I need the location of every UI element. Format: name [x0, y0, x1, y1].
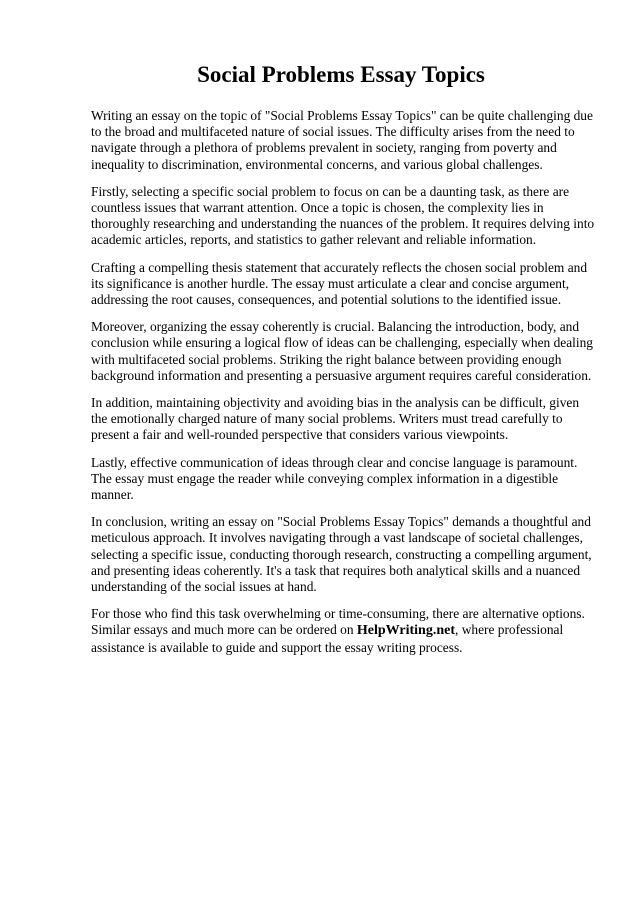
document-title: Social Problems Essay Topics	[197, 62, 485, 87]
paragraph-communication: Lastly, effective communication of ideas through clear and concise language is paramount. The essay must engage the reader while conveying complex information in a digestible manner.	[91, 454, 578, 503]
title-wrap	[91, 60, 591, 90]
paragraph-final	[91, 606, 596, 656]
paragraph-selecting-topic: Firstly, selecting a specific social problem to focus on can be a daunting task, as there are countless issues that warrant attention. Once a topic is chosen, the complexity lies in thoroughly researching and understanding the nuances of the problem. It requires delving into academic articles, reports, and statistics to gather relevant and reliable information.	[91, 183, 595, 248]
paragraph-intro: Writing an essay on the topic of "Social Problems Essay Topics" can be quite challenging due to the broad and multifaceted nature of social issues. The difficulty arises from the need to navigate through a plethora of problems prevalent in society, ranging from poverty and inequality to discrimination, environmental concerns, and various global challenges.	[91, 108, 593, 172]
paragraph-conclusion: In conclusion, writing an essay on "Social Problems Essay Topics" demands a thoughtful and meticulous approach. It involves navigating through a vast landscape of societal challenges, selecting a specific issue, conducting thorough research, constructing a compelling argument, and presenting ideas coherently. It's a task that requires both analytical skills and a nuanced understanding of the social issues at hand.	[91, 514, 592, 595]
paragraph-organizing: Moreover, organizing the essay coherently is crucial. Balancing the introduction, body, and conclusion while ensuring a logical flow of ideas can be challenging, especially when dealing with multifaceted social problems. Striking the right balance between providing enough background information and presenting a persuasive argument requires careful consideration.	[91, 319, 593, 383]
helpwriting-link[interactable]: HelpWriting.net	[356, 623, 456, 639]
paragraph-thesis: Crafting a compelling thesis statement that accurately reflects the chosen social problem and its significance is another hurdle. The essay must articulate a clear and concise argument, addressing the root causes, consequences, and potential solutions to the identified issue.	[91, 259, 588, 308]
final-text-before: For those who find this task overwhelming or time-consuming, there are alternative options. Similar essays and much more can be ordered on	[91, 606, 585, 638]
final-text-after: , where professional assistance is available to guide and support the essay writing process.	[91, 622, 564, 655]
paragraph-objectivity: In addition, maintaining objectivity and avoiding bias in the analysis can be difficult, given the emotionally charged nature of many social problems. Writers must tread carefully to present a fair and well-rounded perspective that considers various viewpoints.	[91, 395, 580, 443]
